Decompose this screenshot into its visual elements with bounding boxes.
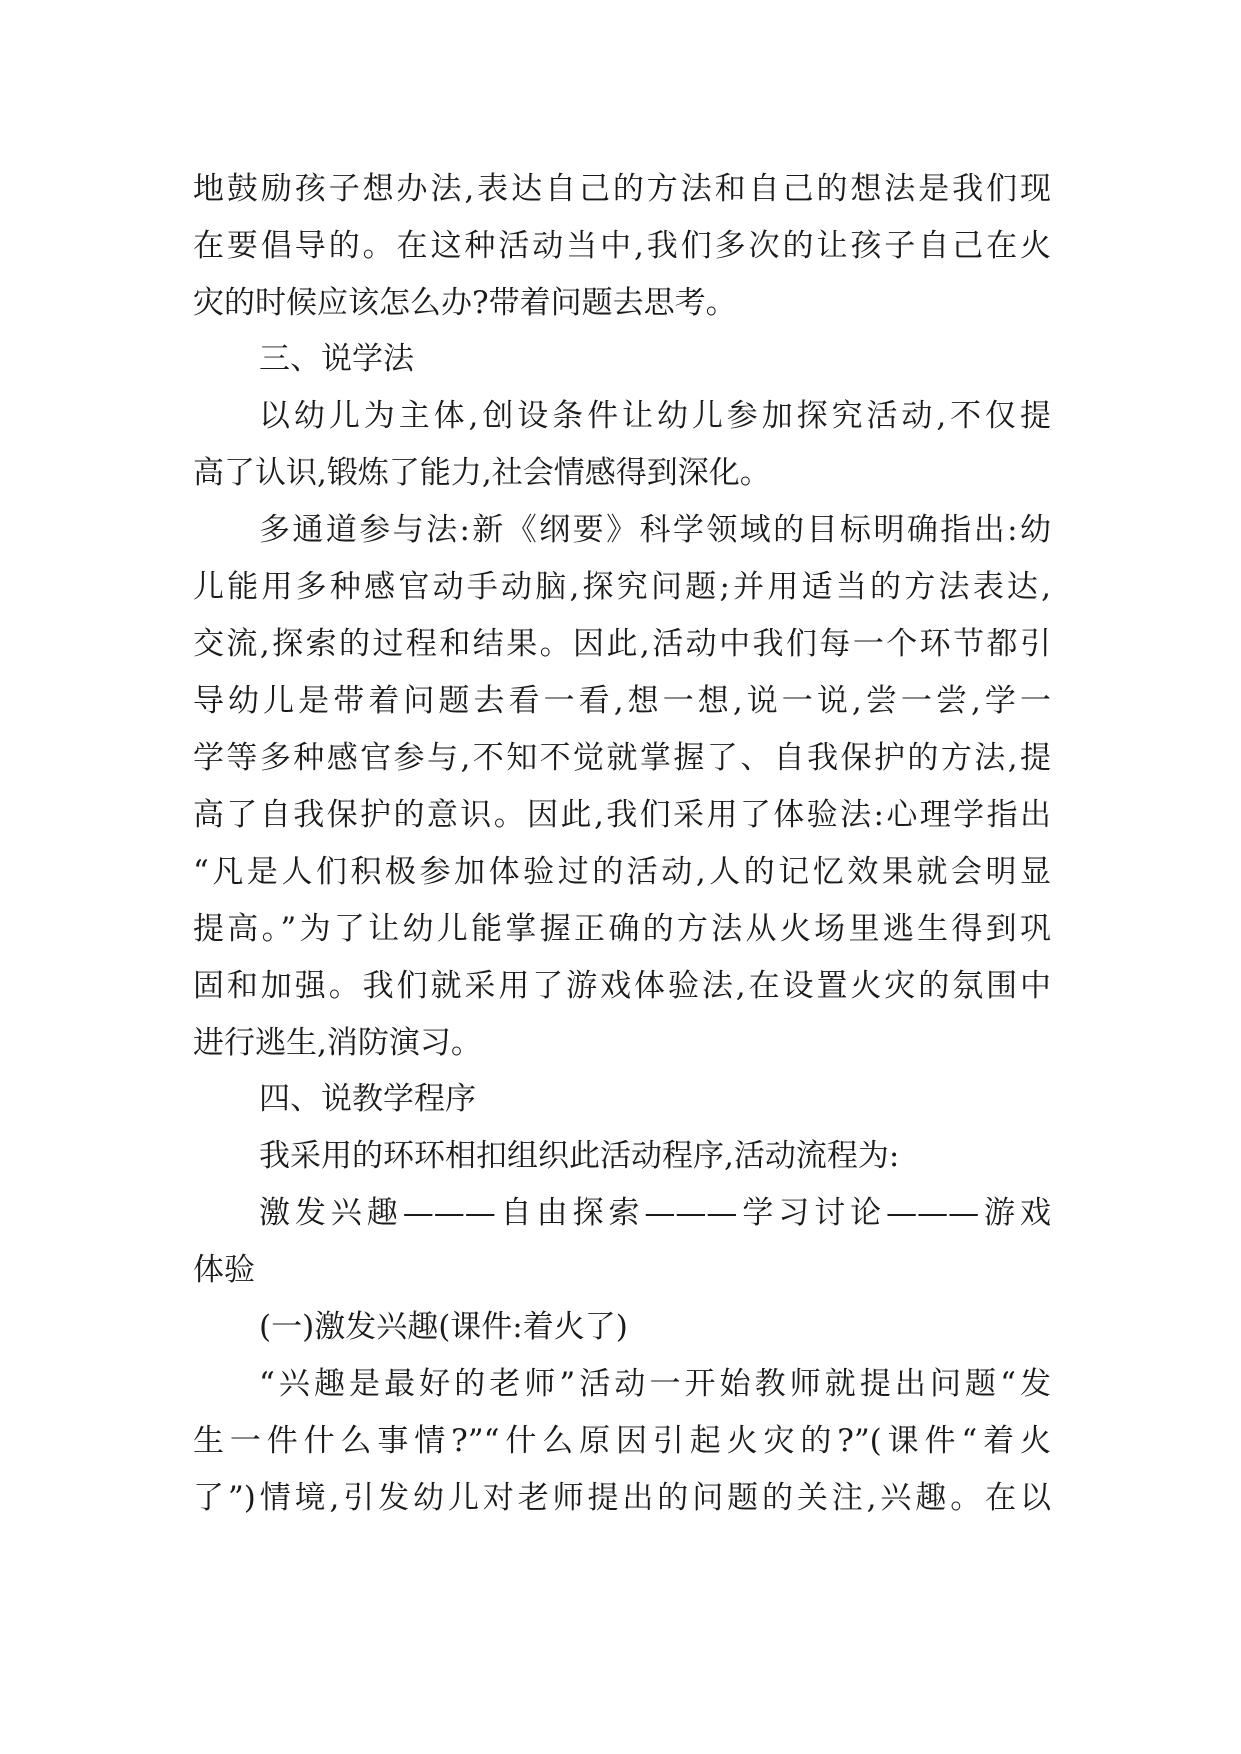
text-line: 灾的时候应该怎么办?带着问题去思考。 [193, 285, 737, 321]
text-line: 固和加强。我们就采用了游戏体验法,在设置火灾的氛围中 [193, 968, 1051, 1004]
text-line: 高了认识,锻炼了能力,社会情感得到深化。 [193, 455, 771, 491]
text-line: 激发兴趣———自由探索———学习讨论———游戏 [259, 1195, 1051, 1231]
text-line: 学等多种感官参与,不知不觉就掌握了、自我保护的方法,提 [193, 740, 1051, 776]
subsection-heading: (一)激发兴趣(课件:着火了) [259, 1309, 628, 1345]
text-line: 提高。”为了让幼儿能掌握正确的方法从火场里逃生得到巩 [193, 911, 1051, 947]
text-line: 我采用的环环相扣组织此活动程序,活动流程为: [259, 1138, 900, 1174]
text-line: 进行逃生,消防演习。 [193, 1025, 482, 1061]
text-line: 地鼓励孩子想办法,表达自己的方法和自己的想法是我们现 [193, 171, 1051, 207]
text-line: 以幼儿为主体,创设条件让幼儿参加探究活动,不仅提 [259, 398, 1051, 434]
text-line: “兴趣是最好的老师”活动一开始教师就提出问题“发 [259, 1366, 1051, 1402]
text-line: 在要倡导的。在这种活动当中,我们多次的让孩子自己在火 [193, 228, 1051, 264]
section-heading: 三、说学法 [259, 341, 414, 377]
text-line: 了”)情境,引发幼儿对老师提出的问题的关注,兴趣。在以 [193, 1480, 1051, 1516]
text-line: 儿能用多种感官动手动脑,探究问题;并用适当的方法表达, [193, 569, 1051, 605]
text-line: 多通道参与法:新《纲要》科学领域的目标明确指出:幼 [259, 512, 1051, 548]
text-line: “凡是人们积极参加体验过的活动,人的记忆效果就会明显 [193, 854, 1051, 890]
text-line: 交流,探索的过程和结果。因此,活动中我们每一个环节都引 [193, 626, 1051, 662]
text-line: 高了自我保护的意识。因此,我们采用了体验法:心理学指出 [193, 797, 1051, 833]
text-line: 导幼儿是带着问题去看一看,想一想,说一说,尝一尝,学一 [193, 683, 1051, 719]
text-line: 生一件什么事情?”“什么原因引起火灾的?”(课件“着火 [193, 1423, 1051, 1459]
text-line: 体验 [193, 1252, 255, 1288]
section-heading: 四、说教学程序 [259, 1081, 476, 1117]
